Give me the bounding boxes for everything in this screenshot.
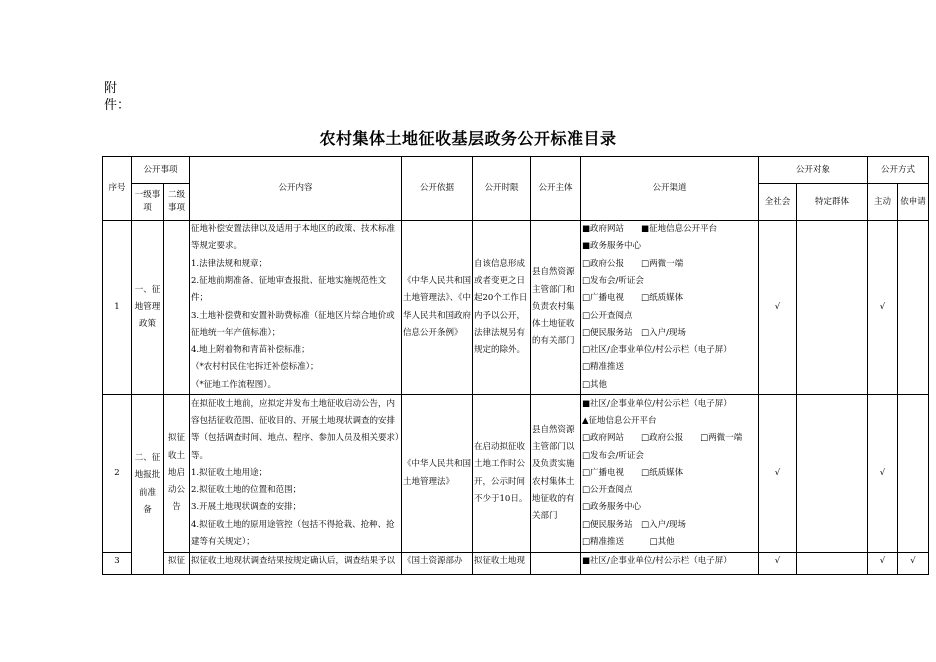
header-on-request: 依申请 xyxy=(898,184,929,221)
row-specific-group xyxy=(797,553,868,575)
row-content: 在拟征收土地前，应拟定并发布土地征收启动公告，内容包括征收范围、征收目的、开展土地现状调查的安排等（包括调查时间、地点、程序、参加人员及相关要求）等。 1.拟征收土地用途； 2.拟征收土地的位置和范围； 3.开展土地现状调查的安排； 4.拟征收土地的原用途管控（包括不得抢栽、抢种、抢建等有关规定）； xyxy=(190,395,402,553)
row-specific-group xyxy=(797,221,868,395)
row-seq: 1 xyxy=(103,221,132,395)
row-channel: ■社区/企事业单位/村公示栏（电子屏） xyxy=(581,553,759,575)
row-subject: 县自然资源主管部门以及负责实施农村集体土地征收的有关部门 xyxy=(531,395,581,553)
header-level1: 一级事 项 xyxy=(132,184,164,221)
table-row xyxy=(103,395,929,553)
row-level2: 拟征 收土 地启 动公 告 xyxy=(164,395,190,553)
row-basis: 《中华人民共和国土地管理法》 xyxy=(402,395,473,553)
row-level1: 一、征 地管理 政策 xyxy=(132,221,164,395)
row-basis: 《国土资源部办 xyxy=(402,553,473,575)
header-whole-society: 全社会 xyxy=(759,184,797,221)
header-content: 公开内容 xyxy=(190,157,402,221)
row-basis: 《中华人民共和国土地管理法》、《中华人民共和国政府信息公开条例》 xyxy=(402,221,473,395)
header-seq: 序号 xyxy=(103,157,132,221)
row-on-request xyxy=(898,221,929,395)
page-title: 农村集体土地征收基层政务公开标准目录 xyxy=(319,129,617,148)
row-seq: 3 xyxy=(103,553,132,575)
disclosure-catalog-table xyxy=(102,156,929,575)
header-subject: 公开主体 xyxy=(531,157,581,221)
row-active: √ xyxy=(868,553,898,575)
row-on-request: √ xyxy=(898,553,929,575)
header-time-limit: 公开时限 xyxy=(473,157,531,221)
row-active: √ xyxy=(868,395,898,553)
header-channel: 公开渠道 xyxy=(581,157,759,221)
row-seq: 2 xyxy=(103,395,132,553)
header-active: 主动 xyxy=(868,184,898,221)
row-on-request xyxy=(898,395,929,553)
header-basis: 公开依据 xyxy=(402,157,473,221)
header-row-1 xyxy=(103,157,929,184)
table-row xyxy=(103,221,929,395)
header-audience-group: 公开对象 xyxy=(759,157,868,184)
header-method-group: 公开方式 xyxy=(868,157,929,184)
row-level2 xyxy=(164,221,190,395)
row-time-limit: 拟征收土地现 xyxy=(473,553,531,575)
row-time-limit: 在启动拟征收土地工作时公开，公示时间不少于10日。 xyxy=(473,395,531,553)
row-specific-group xyxy=(797,395,868,553)
header-items-group: 公开事项 xyxy=(132,157,190,184)
row-level1: 二、征 地报批 前准 备 xyxy=(132,395,164,575)
row-channel: ■社区/企事业单位/村公示栏（电子屏） ▲征地信息公开平台 □政府网站 □政府公报 □两微一端 □发布会/听证会 □广播电视 □纸质媒体 □公开查阅点 □政务服务中心 □便民服务站 □入户/现场 □精准推送 □其他 xyxy=(581,395,759,553)
row-content: 征地补偿安置法律以及适用于本地区的政策、技术标准等规定要求。 1.法律法规和规章； 2.征地前期准备、征地审查报批、征地实施规范性文件； 3.土地补偿费和安置补助费标准（征地区片综合地价或征地统一年产值标准）； 4.地上附着物和青苗补偿标准； （*农村村民住宅拆迁补偿标准）； （*征地工作流程图）。 xyxy=(190,221,402,395)
row-active: √ xyxy=(868,221,898,395)
row-subject: 县自然资源主管部门和负责农村集体土地征收的有关部门 xyxy=(531,221,581,395)
row-whole-society: √ xyxy=(759,395,797,553)
table-row xyxy=(103,553,929,575)
row-channel: ■政府网站 ■征地信息公开平台 ■政务服务中心 □政府公报 □两微一端 □发布会/听证会 □广播电视 □纸质媒体 □公开查阅点 □便民服务站 □入户/现场 □社区/企事业单位/村公示栏（电子屏） □精准推送 □其他 xyxy=(581,221,759,395)
row-time-limit: 自该信息形成或者变更之日起20个工作日内予以公开，法律法规另有规定的除外。 xyxy=(473,221,531,395)
row-content: 拟征收土地现状调查结果按规定确认后，调查结果予以 xyxy=(190,553,402,575)
attachment-label: 附 件： xyxy=(104,81,131,113)
row-level2: 拟征 xyxy=(164,553,190,575)
row-subject xyxy=(531,553,581,575)
header-level2: 二级 事项 xyxy=(164,184,190,221)
header-specific-group: 特定群体 xyxy=(797,184,868,221)
row-whole-society: √ xyxy=(759,221,797,395)
row-whole-society: √ xyxy=(759,553,797,575)
